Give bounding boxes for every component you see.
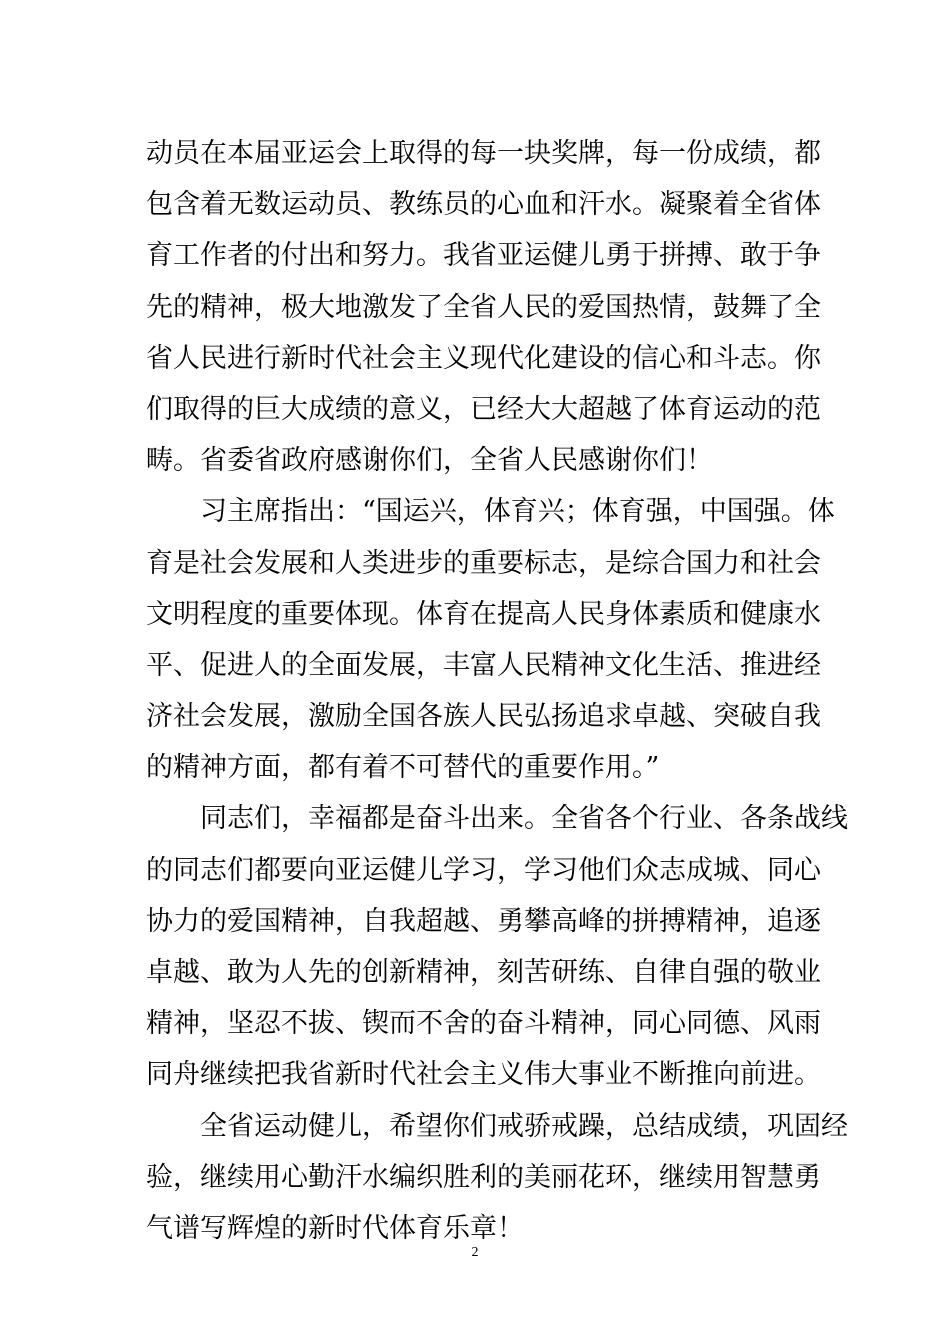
body-text bbox=[146, 128, 848, 1254]
text-line: 省人民进行新时代社会主义现代化建设的信心和斗志。你 bbox=[146, 342, 821, 374]
text-line: 同志们，幸福都是奋斗出来。全省各个行业、各条战线 bbox=[146, 803, 848, 835]
text-line: 精神，坚忍不拔、锲而不舍的奋斗精神，同心同德、风雨 bbox=[146, 1008, 821, 1040]
text-line: 畴。省委省政府感谢你们，全省人民感谢你们！ bbox=[146, 445, 713, 477]
text-line: 济社会发展，激励全国各族人民弘扬追求卓越、突破自我 bbox=[146, 701, 821, 733]
text-line: 同舟继续把我省新时代社会主义伟大事业不断推向前进。 bbox=[146, 1059, 821, 1091]
text-line: 育工作者的付出和努力。我省亚运健儿勇于拼搏、敢于争 bbox=[146, 240, 821, 272]
text-line: 的精神方面，都有着不可替代的重要作用。” bbox=[146, 752, 660, 784]
text-line: 包含着无数运动员、教练员的心血和汗水。凝聚着全省体 bbox=[146, 189, 821, 221]
text-line: 平、促进人的全面发展，丰富人民精神文化生活、推进经 bbox=[146, 649, 821, 681]
text-line: 的同志们都要向亚运健儿学习，学习他们众志成城、同心 bbox=[146, 854, 821, 886]
text-line: 气谱写辉煌的新时代体育乐章！ bbox=[146, 1212, 524, 1244]
text-line: 育是社会发展和人类进步的重要标志，是综合国力和社会 bbox=[146, 547, 821, 579]
text-line: 验，继续用心勤汗水编织胜利的美丽花环，继续用智慧勇 bbox=[146, 1161, 821, 1193]
text-line: 协力的爱国精神，自我超越、勇攀高峰的拼搏精神，追逐 bbox=[146, 905, 821, 937]
text-line: 文明程度的重要体现。体育在提高人民身体素质和健康水 bbox=[146, 598, 821, 630]
text-line: 动员在本届亚运会上取得的每一块奖牌，每一份成绩，都 bbox=[146, 138, 821, 169]
text-line: 先的精神，极大地激发了全省人民的爱国热情，鼓舞了全 bbox=[146, 291, 821, 323]
text-line: 习主席指出：“国运兴，体育兴；体育强，中国强。体 bbox=[146, 496, 835, 528]
text-line: 们取得的巨大成绩的意义，已经大大超越了体育运动的范 bbox=[146, 393, 821, 425]
text-line: 全省运动健儿，希望你们戒骄戒躁，总结成绩，巩固经 bbox=[146, 1110, 848, 1142]
page-number: 2 bbox=[471, 1245, 479, 1260]
text-line: 卓越、敢为人先的创新精神，刻苦研练、自律自强的敬业 bbox=[146, 957, 821, 988]
